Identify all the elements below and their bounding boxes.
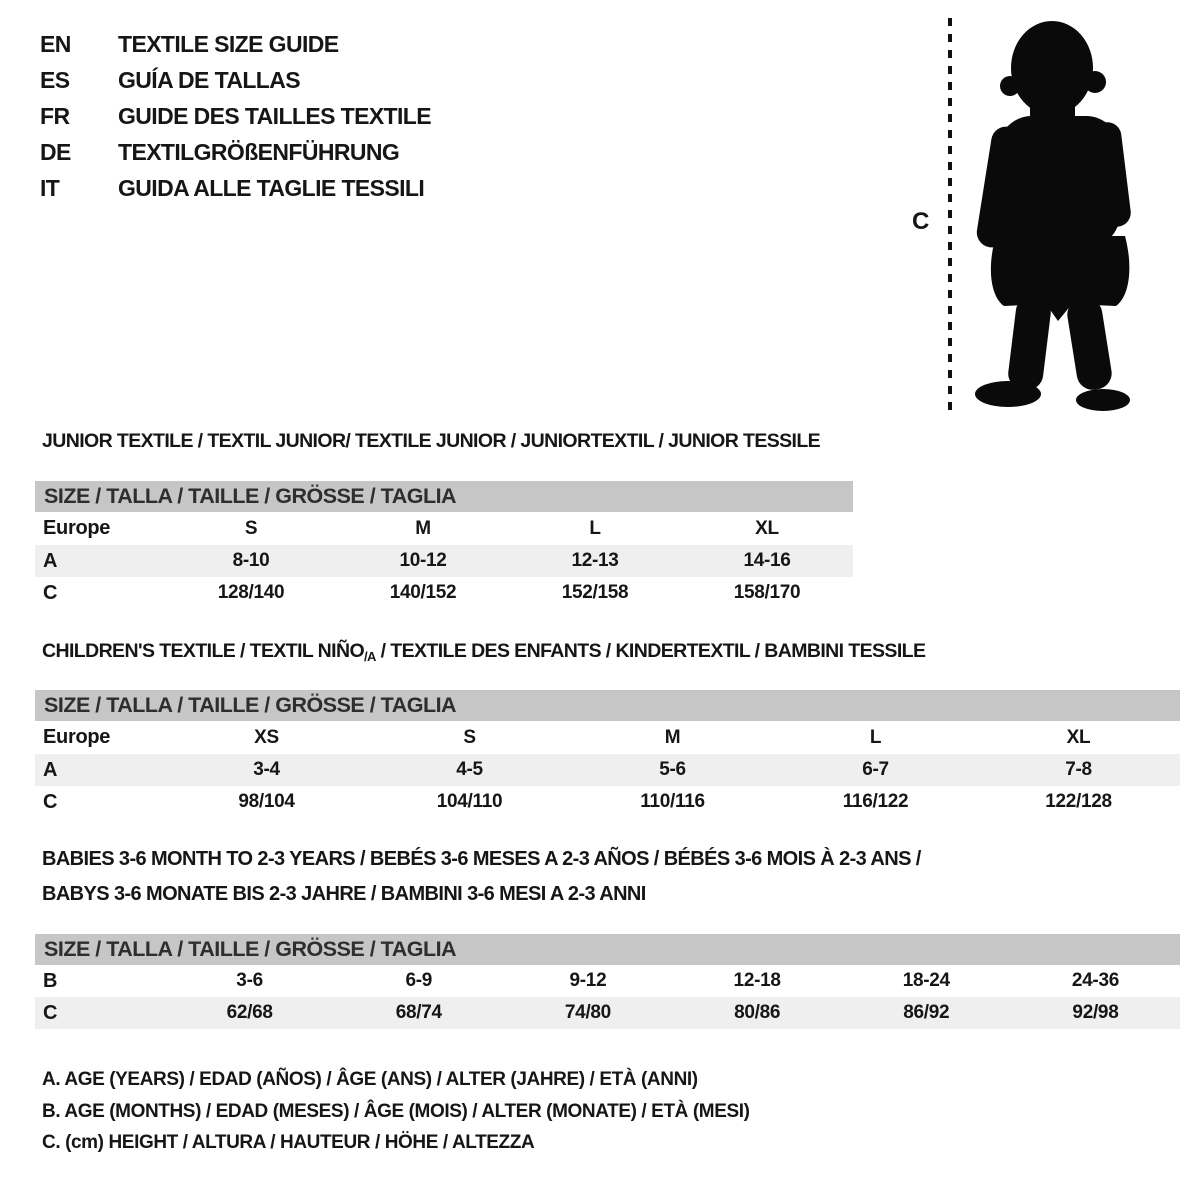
value-cell: 74/80 xyxy=(564,1002,611,1023)
height-measure-figure xyxy=(900,8,1170,420)
children-title-prefix: CHILDREN'S TEXTILE / TEXTIL NIÑO xyxy=(42,640,365,662)
size-header-bar: SIZE / TALLA / TAILLE / GRÖSSE / TAGLIA xyxy=(35,481,853,512)
language-guide-title: TEXTILGRÖßENFÜHRUNG xyxy=(118,138,400,165)
value-cell: 5-6 xyxy=(659,759,686,780)
value-cell: 80/86 xyxy=(734,1002,781,1023)
legend-line-b: B. AGE (MONTHS) / EDAD (MESES) / ÂGE (MOIS) / ALTER (MONATE) / ETÀ (MESI) xyxy=(42,1100,750,1122)
table-row-region xyxy=(35,512,853,545)
value-cell: 10-12 xyxy=(399,550,447,571)
table-row-height xyxy=(35,997,1180,1029)
row-label-cell: B xyxy=(43,969,58,992)
language-guide-title: GUÍA DE TALLAS xyxy=(118,66,300,93)
row-label-cell: C xyxy=(43,581,58,604)
size-cell: XL xyxy=(1066,726,1091,748)
language-code: IT xyxy=(40,174,60,201)
children-title-suffix: / TEXTILE DES ENFANTS / KINDERTEXTIL / BAMBINI TESSILE xyxy=(375,640,926,662)
table-row-height xyxy=(35,786,1180,818)
size-cell: L xyxy=(869,726,882,748)
legend-line-a: A. AGE (YEARS) / EDAD (AÑOS) / ÂGE (ANS) / ALTER (JAHRE) / ETÀ (ANNI) xyxy=(42,1069,698,1090)
table-row-height xyxy=(35,577,853,609)
size-header-bar: SIZE / TALLA / TAILLE / GRÖSSE / TAGLIA xyxy=(35,934,1180,965)
junior-textile-section xyxy=(35,430,853,609)
value-cell: 6-9 xyxy=(405,970,433,991)
value-cell: 62/68 xyxy=(226,1002,273,1023)
value-cell: 152/158 xyxy=(561,582,629,603)
toddler-silhouette-icon xyxy=(900,8,1170,420)
value-cell: 3-4 xyxy=(253,759,280,780)
table-row-months xyxy=(35,965,1180,997)
language-code: ES xyxy=(40,66,70,93)
row-label-cell: Europe xyxy=(43,517,111,539)
row-label-cell: A xyxy=(43,758,58,781)
value-cell: 24-36 xyxy=(1071,970,1119,991)
size-cell: XS xyxy=(254,726,279,748)
language-row-de xyxy=(40,134,431,170)
value-cell: 110/116 xyxy=(640,791,705,812)
value-cell: 116/122 xyxy=(842,791,909,812)
value-cell: 3-6 xyxy=(236,970,263,991)
size-cell: S xyxy=(463,726,476,748)
children-section-title xyxy=(35,640,1180,664)
value-cell: 140/152 xyxy=(389,582,457,603)
value-cell: 4-5 xyxy=(456,759,483,780)
value-cell: 68/74 xyxy=(395,1002,442,1023)
babies-section-title-line1: BABIES 3-6 MONTH TO 2-3 YEARS / BEBÉS 3-6 MESES A 2-3 AÑOS / BÉBÉS 3-6 MOIS À 2-3 ANS / xyxy=(42,848,921,870)
value-cell: 92/98 xyxy=(1072,1002,1119,1023)
language-code: FR xyxy=(40,102,70,129)
value-cell: 12-18 xyxy=(733,970,781,991)
language-row-en xyxy=(40,26,431,62)
language-title-list xyxy=(40,26,431,206)
row-label-cell: A xyxy=(43,549,58,572)
value-cell: 98/104 xyxy=(238,791,295,812)
babies-section-title-line2: BABYS 3-6 MONATE BIS 2-3 JAHRE / BAMBINI 3-6 MESI A 2-3 ANNI xyxy=(42,883,646,905)
value-cell: 12-13 xyxy=(571,550,619,571)
table-row-age xyxy=(35,545,853,577)
children-title-subscript: /A xyxy=(364,649,376,664)
size-cell: L xyxy=(589,517,601,539)
row-label-cell: Europe xyxy=(43,726,111,748)
babies-textile-section xyxy=(35,842,1180,1029)
value-cell: 158/170 xyxy=(733,582,801,603)
table-row-age xyxy=(35,754,1180,786)
value-cell: 6-7 xyxy=(862,759,889,780)
size-cell: M xyxy=(664,726,681,748)
language-code: EN xyxy=(40,30,71,57)
value-cell: 18-24 xyxy=(902,970,950,991)
language-guide-title: GUIDE DES TAILLES TEXTILE xyxy=(118,102,431,129)
value-cell: 86/92 xyxy=(903,1002,950,1023)
value-cell: 128/140 xyxy=(217,582,285,603)
children-textile-section xyxy=(35,640,1180,818)
language-guide-title: TEXTILE SIZE GUIDE xyxy=(118,30,339,57)
table-row-region xyxy=(35,721,1180,754)
row-label-cell: C xyxy=(43,1001,58,1024)
value-cell: 104/110 xyxy=(436,791,503,812)
height-measure-label: C xyxy=(912,208,930,235)
value-cell: 7-8 xyxy=(1065,759,1092,780)
value-cell: 8-10 xyxy=(232,550,270,571)
language-row-es xyxy=(40,62,431,98)
junior-section-title: JUNIOR TEXTILE / TEXTIL JUNIOR/ TEXTILE JUNIOR / JUNIORTEXTIL / JUNIOR TESSILE xyxy=(42,430,821,452)
language-row-it xyxy=(40,170,431,206)
measure-legend xyxy=(35,1064,750,1159)
language-guide-title: GUIDA ALLE TAGLIE TESSILI xyxy=(118,174,425,201)
language-code: DE xyxy=(40,138,71,165)
toddler-silhouette xyxy=(975,21,1133,411)
value-cell: 122/128 xyxy=(1045,791,1112,812)
legend-line-c: C. (cm) HEIGHT / ALTURA / HAUTEUR / HÖHE / ALTEZZA xyxy=(42,1132,535,1153)
language-row-fr xyxy=(40,98,431,134)
value-cell: 14-16 xyxy=(743,550,791,571)
size-header-bar: SIZE / TALLA / TAILLE / GRÖSSE / TAGLIA xyxy=(35,690,1180,721)
row-label-cell: C xyxy=(43,790,58,813)
value-cell: 9-12 xyxy=(569,970,607,991)
size-cell: M xyxy=(415,517,431,539)
size-cell: XL xyxy=(755,517,779,539)
size-cell: S xyxy=(244,517,258,539)
